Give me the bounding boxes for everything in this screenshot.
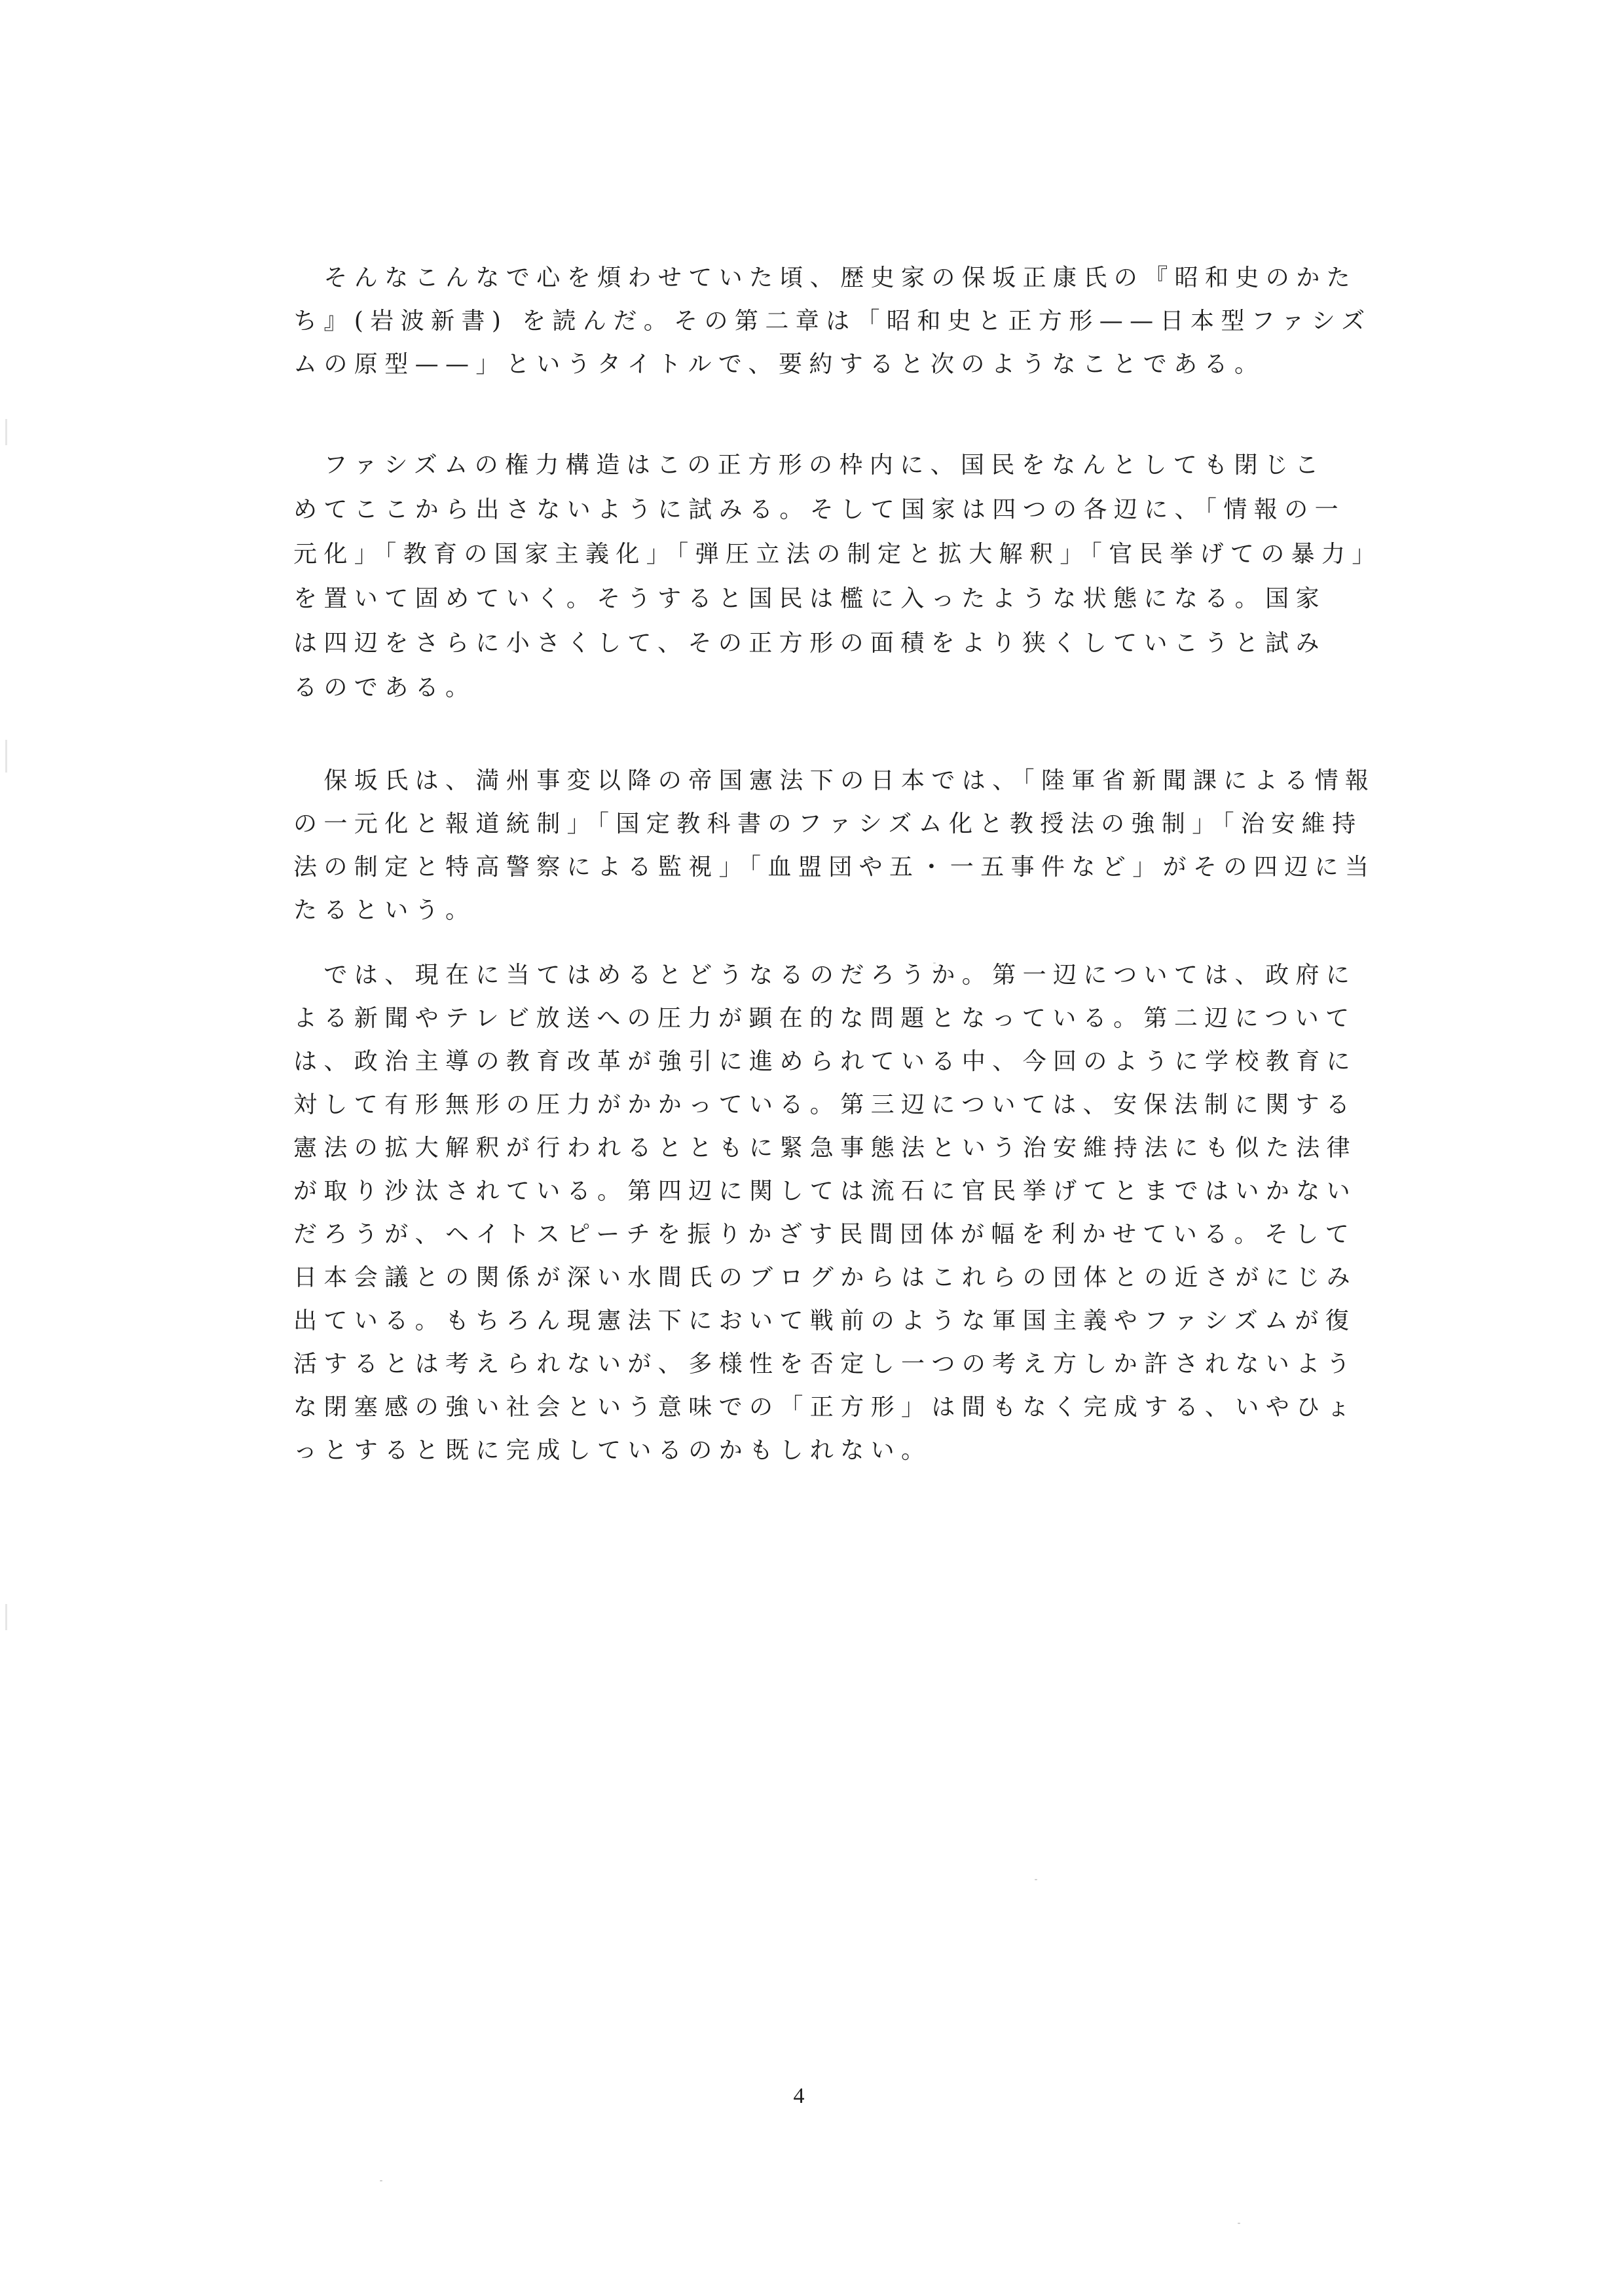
text-line: 日本会議との関係が深い水間氏のブログからはこれらの団体との近さがにじみ bbox=[293, 1264, 1357, 1291]
text-line: ファシズムの権力構造はこの正方形の枠内に、国民をなんとしても閉じこ bbox=[293, 452, 1325, 479]
text-line: 法の制定と特高警察による監視」「血盟団や五・一五事件など」がその四辺に当 bbox=[293, 854, 1376, 881]
scan-speck bbox=[1035, 1879, 1037, 1880]
text-line: そんなこんなで心を煩わせていた頃、歴史家の保坂正康氏の『昭和史のかた bbox=[293, 264, 1357, 291]
text-line: ムの原型——」というタイトルで、要約すると次のようなことである。 bbox=[293, 351, 1265, 378]
text-line: たるという。 bbox=[293, 897, 476, 924]
text-line: っとすると既に完成しているのかもしれない。 bbox=[293, 1437, 932, 1464]
text-line: 保坂氏は、満州事変以降の帝国憲法下の日本では、「陸軍省新聞課による情報 bbox=[293, 767, 1376, 794]
paragraph-hosaka bbox=[293, 759, 1375, 932]
scan-edge-mark bbox=[5, 419, 7, 445]
text-line: な閉塞感の強い社会という意味での「正方形」は間もなく完成する、いやひょ bbox=[293, 1394, 1357, 1421]
scan-edge-mark bbox=[5, 1604, 7, 1630]
text-line: の一元化と報道統制」「国定教科書のファシズム化と教授法の強制」「治安維持 bbox=[293, 811, 1363, 837]
text-line: では、現在に当てはめるとどうなるのだろうか。第一辺については、政府に bbox=[293, 962, 1357, 989]
text-line: ち』(岩波新書) を読んだ。その第二章は「昭和史と正方形——日本型ファシズ bbox=[293, 308, 1372, 335]
text-line: は、政治主導の教育改革が強引に進められている中、今回のように学校教育に bbox=[293, 1048, 1357, 1075]
scan-edge-mark bbox=[5, 740, 7, 773]
text-line: 元化」「教育の国家主義化」「弾圧立法の制定と拡大解釈」「官民挙げての暴力」 bbox=[293, 541, 1382, 568]
paragraph-intro bbox=[293, 257, 1372, 386]
text-line: めてここから出さないように試みる。そして国家は四つの各辺に、「情報の一 bbox=[293, 496, 1346, 523]
text-line: るのである。 bbox=[293, 674, 476, 701]
text-line: 憲法の拡大解釈が行われるとともに緊急事態法という治安維持法にも似た法律 bbox=[293, 1135, 1357, 1161]
text-line: 出ている。もちろん現憲法下において戦前のような軍国主義やファシズムが復 bbox=[293, 1307, 1356, 1334]
block-quote-summary bbox=[293, 443, 1382, 710]
text-line: は四辺をさらに小さくして、その正方形の面積をより狭くしていこうと試み bbox=[293, 630, 1326, 657]
text-line: よる新聞やテレビ放送への圧力が顕在的な問題となっている。第二辺について bbox=[293, 1005, 1356, 1032]
text-line: を置いて固めていく。そうすると国民は檻に入ったような状態になる。国家 bbox=[293, 585, 1326, 612]
scan-speck bbox=[1238, 2223, 1240, 2224]
text-line: だろうが、ヘイトスピーチを振りかざす民間団体が幅を利かせている。そして bbox=[293, 1221, 1356, 1248]
text-line: が取り沙汰されている。第四辺に関しては流石に官民挙げてとまではいかない bbox=[293, 1178, 1357, 1205]
page-number: 4 bbox=[793, 2084, 805, 2108]
scan-speck bbox=[380, 2180, 382, 2181]
text-line: 活するとは考えられないが、多様性を否定し一つの考え方しか許されないよう bbox=[293, 1351, 1357, 1377]
paragraph-present bbox=[293, 954, 1357, 1472]
text-line: 対して有形無形の圧力がかかっている。第三辺については、安保法制に関する bbox=[293, 1091, 1357, 1118]
